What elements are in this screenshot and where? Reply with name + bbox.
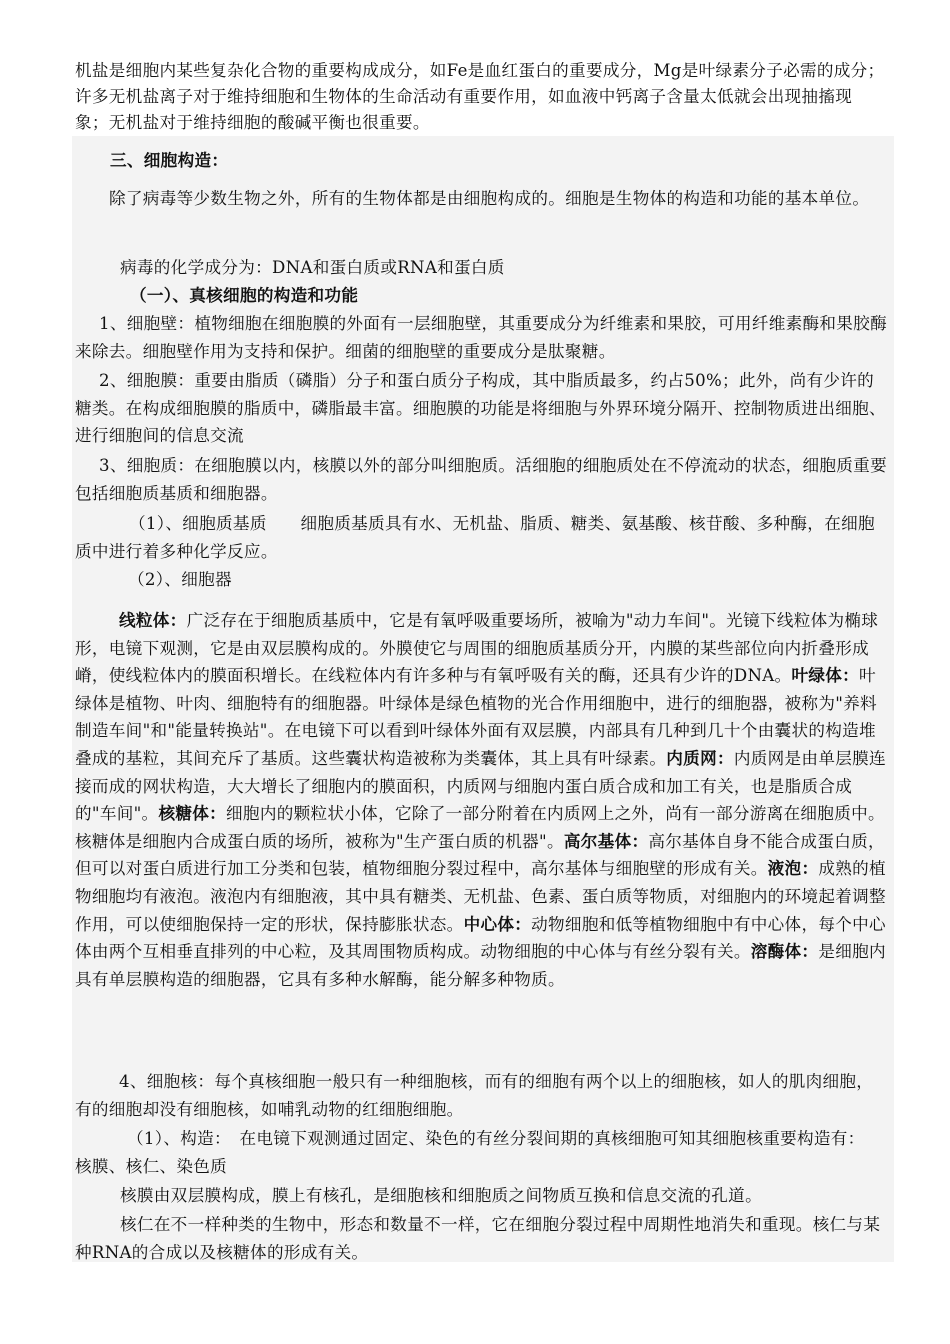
section-title: 三、细胞构造： xyxy=(110,150,229,170)
er-text: 内质网是由单层膜连接而成的网状构造，大大增长了细胞内的膜面积，内质网与细胞内蛋白质合成和加工有关，也是脂质合成的"车间"。 xyxy=(75,748,886,824)
nucleus-structure-paragraph: （1）、构造： 在电镜下观测通过固定、染色的有丝分裂间期的真核细胞可知其细胞核重要构造有： 核膜、核仁、染色质 xyxy=(75,1129,874,1176)
vacuole-text: 成熟的植物细胞均有液泡。液泡内有细胞液，其中具有糖类、无机盐、色素、蛋白质等物质，对细胞内的环境起着调整作用，可以使细胞保持一定的形状，保持膨胀状态。 xyxy=(75,859,886,934)
cell-wall-paragraph: 1、细胞壁：植物细胞在细胞膜的外面有一层细胞壁，其重要成分为纤维素和果胶，可用纤维素酶和果胶酶来除去。细胞壁作用为支持和保护。细菌的细胞壁的重要成分是肽聚糖。 xyxy=(75,314,887,361)
lysosome-label: 溶酶体： xyxy=(750,941,819,962)
chloroplast-text: 叶绿体是植物、叶肉、细胞特有的细胞器。叶绿体是绿色植物的光合作用细胞中，进行的细胞器，被称为"养料制造车间"和"能量转换站"。在电镜下可以看到叶绿体外面有双层膜，内部具有几种到几十个由囊状的构造堆叠成的基粒，其间充斥了基质。这些囊状构造被称为类囊体，其上具有叶绿素。 xyxy=(75,666,877,768)
vacuole-label: 液泡： xyxy=(767,858,819,879)
organelle-heading: （2）、细胞器 xyxy=(128,570,232,589)
nucleus-paragraph: 4、细胞核：每个真核细胞一般只有一种细胞核，而有的细胞有两个以上的细胞核，如人的肌肉细胞，有的细胞却没有细胞核，如哺乳动物的红细胞细胞。 xyxy=(75,1072,874,1119)
centrosome-text: 动物细胞和低等植物细胞中有中心体，每个中心体由两个互相垂直排列的中心粒，及其周围物质构成。动物细胞的中心体与有丝分裂有关。 xyxy=(75,914,886,962)
mitochondria-label: 线粒体： xyxy=(119,610,187,630)
nucleolus-paragraph: 核仁在不一样种类的生物中，形态和数量不一样，它在细胞分裂过程中周期性地消失和重现。核仁与某种RNA的合成以及核糖体的形成有关。 xyxy=(75,1215,881,1262)
organelles-paragraph xyxy=(75,607,887,993)
nuclear-envelope-paragraph: 核膜由双层膜构成，膜上有核孔，是细胞核和细胞质之间物质互换和信息交流的孔道。 xyxy=(120,1186,762,1205)
mitochondria-text: 广泛存在于细胞质基质中，它是有氧呼吸重要场所，被喻为"动力车间"。光镜下线粒体为椭球形，电镜下观测，它是由双层膜构成的。外膜使它与周围的细胞质基质分开，内膜的某些部位向内折叠形成嵴，使线粒体内的膜面积增长。在线粒体内有许多种与有氧呼吸有关的酶，还具有少许的DNA。 xyxy=(75,611,879,686)
golgi-text: 高尔基体自身不能合成蛋白质，但可以对蛋白质进行加工分类和包装，植物细胞分裂过程中，高尔基体与细胞壁的形成有关。 xyxy=(75,831,885,879)
cytoplasm-paragraph: 3、细胞质：在细胞膜以内，核膜以外的部分叫细胞质。活细胞的细胞质处在不停流动的状态，细胞质重要包括细胞质基质和细胞器。 xyxy=(75,456,887,503)
centrosome-label: 中心体： xyxy=(463,913,532,934)
ribosome-text: 细胞内的颗粒状小体，它除了一部分附着在内质网上之外，尚有一部分游离在细胞质中。核糖体是细胞内合成蛋白质的场所，被称为"生产蛋白质的机器"。 xyxy=(75,804,885,851)
cell-definition-paragraph: 除了病毒等少数生物之外，所有的生物体都是由细胞构成的。细胞是生物体的构造和功能的基本单位。 xyxy=(109,189,870,208)
er-label: 内质网： xyxy=(666,747,734,768)
cell-membrane-paragraph: 2、细胞膜：重要由脂质（磷脂）分子和蛋白质分子构成，其中脂质最多，约占50%；此外，尚有少许的糖类。在构成细胞膜的脂质中，磷脂最丰富。细胞膜的功能是将细胞与外界环境分隔开、控制物质进出细胞、进行细胞间的信息交流 xyxy=(75,371,886,446)
cytoplasm-matrix-paragraph: （1）、细胞质基质 细胞质基质具有水、无机盐、脂质、糖类、氨基酸、核苷酸、多种酶，在细胞质中进行着多种化学反应。 xyxy=(75,514,875,561)
intro-paragraph: 机盐是细胞内某些复杂化合物的重要构成成分，如Fe是血红蛋白的重要成分，Mg是叶绿素分子必需的成分；许多无机盐离子对于维持细胞和生物体的生命活动有重要作用，如血液中钙离子含量太低就会出现抽搐现象；无机盐对于维持细胞的酸碱平衡也很重要。 xyxy=(75,61,885,132)
chloroplast-label: 叶绿体： xyxy=(791,665,860,686)
subsection-title: （一）、真核细胞的构造和功能 xyxy=(130,285,359,305)
ribosome-label: 核糖体： xyxy=(158,803,227,824)
golgi-label: 高尔基体： xyxy=(563,830,649,851)
lysosome-text: 是细胞内具有单层膜构造的细胞器，它具有多种水解酶，能分解多种物质。 xyxy=(75,942,886,989)
virus-paragraph: 病毒的化学成分为：DNA和蛋白质或RNA和蛋白质 xyxy=(120,258,505,277)
